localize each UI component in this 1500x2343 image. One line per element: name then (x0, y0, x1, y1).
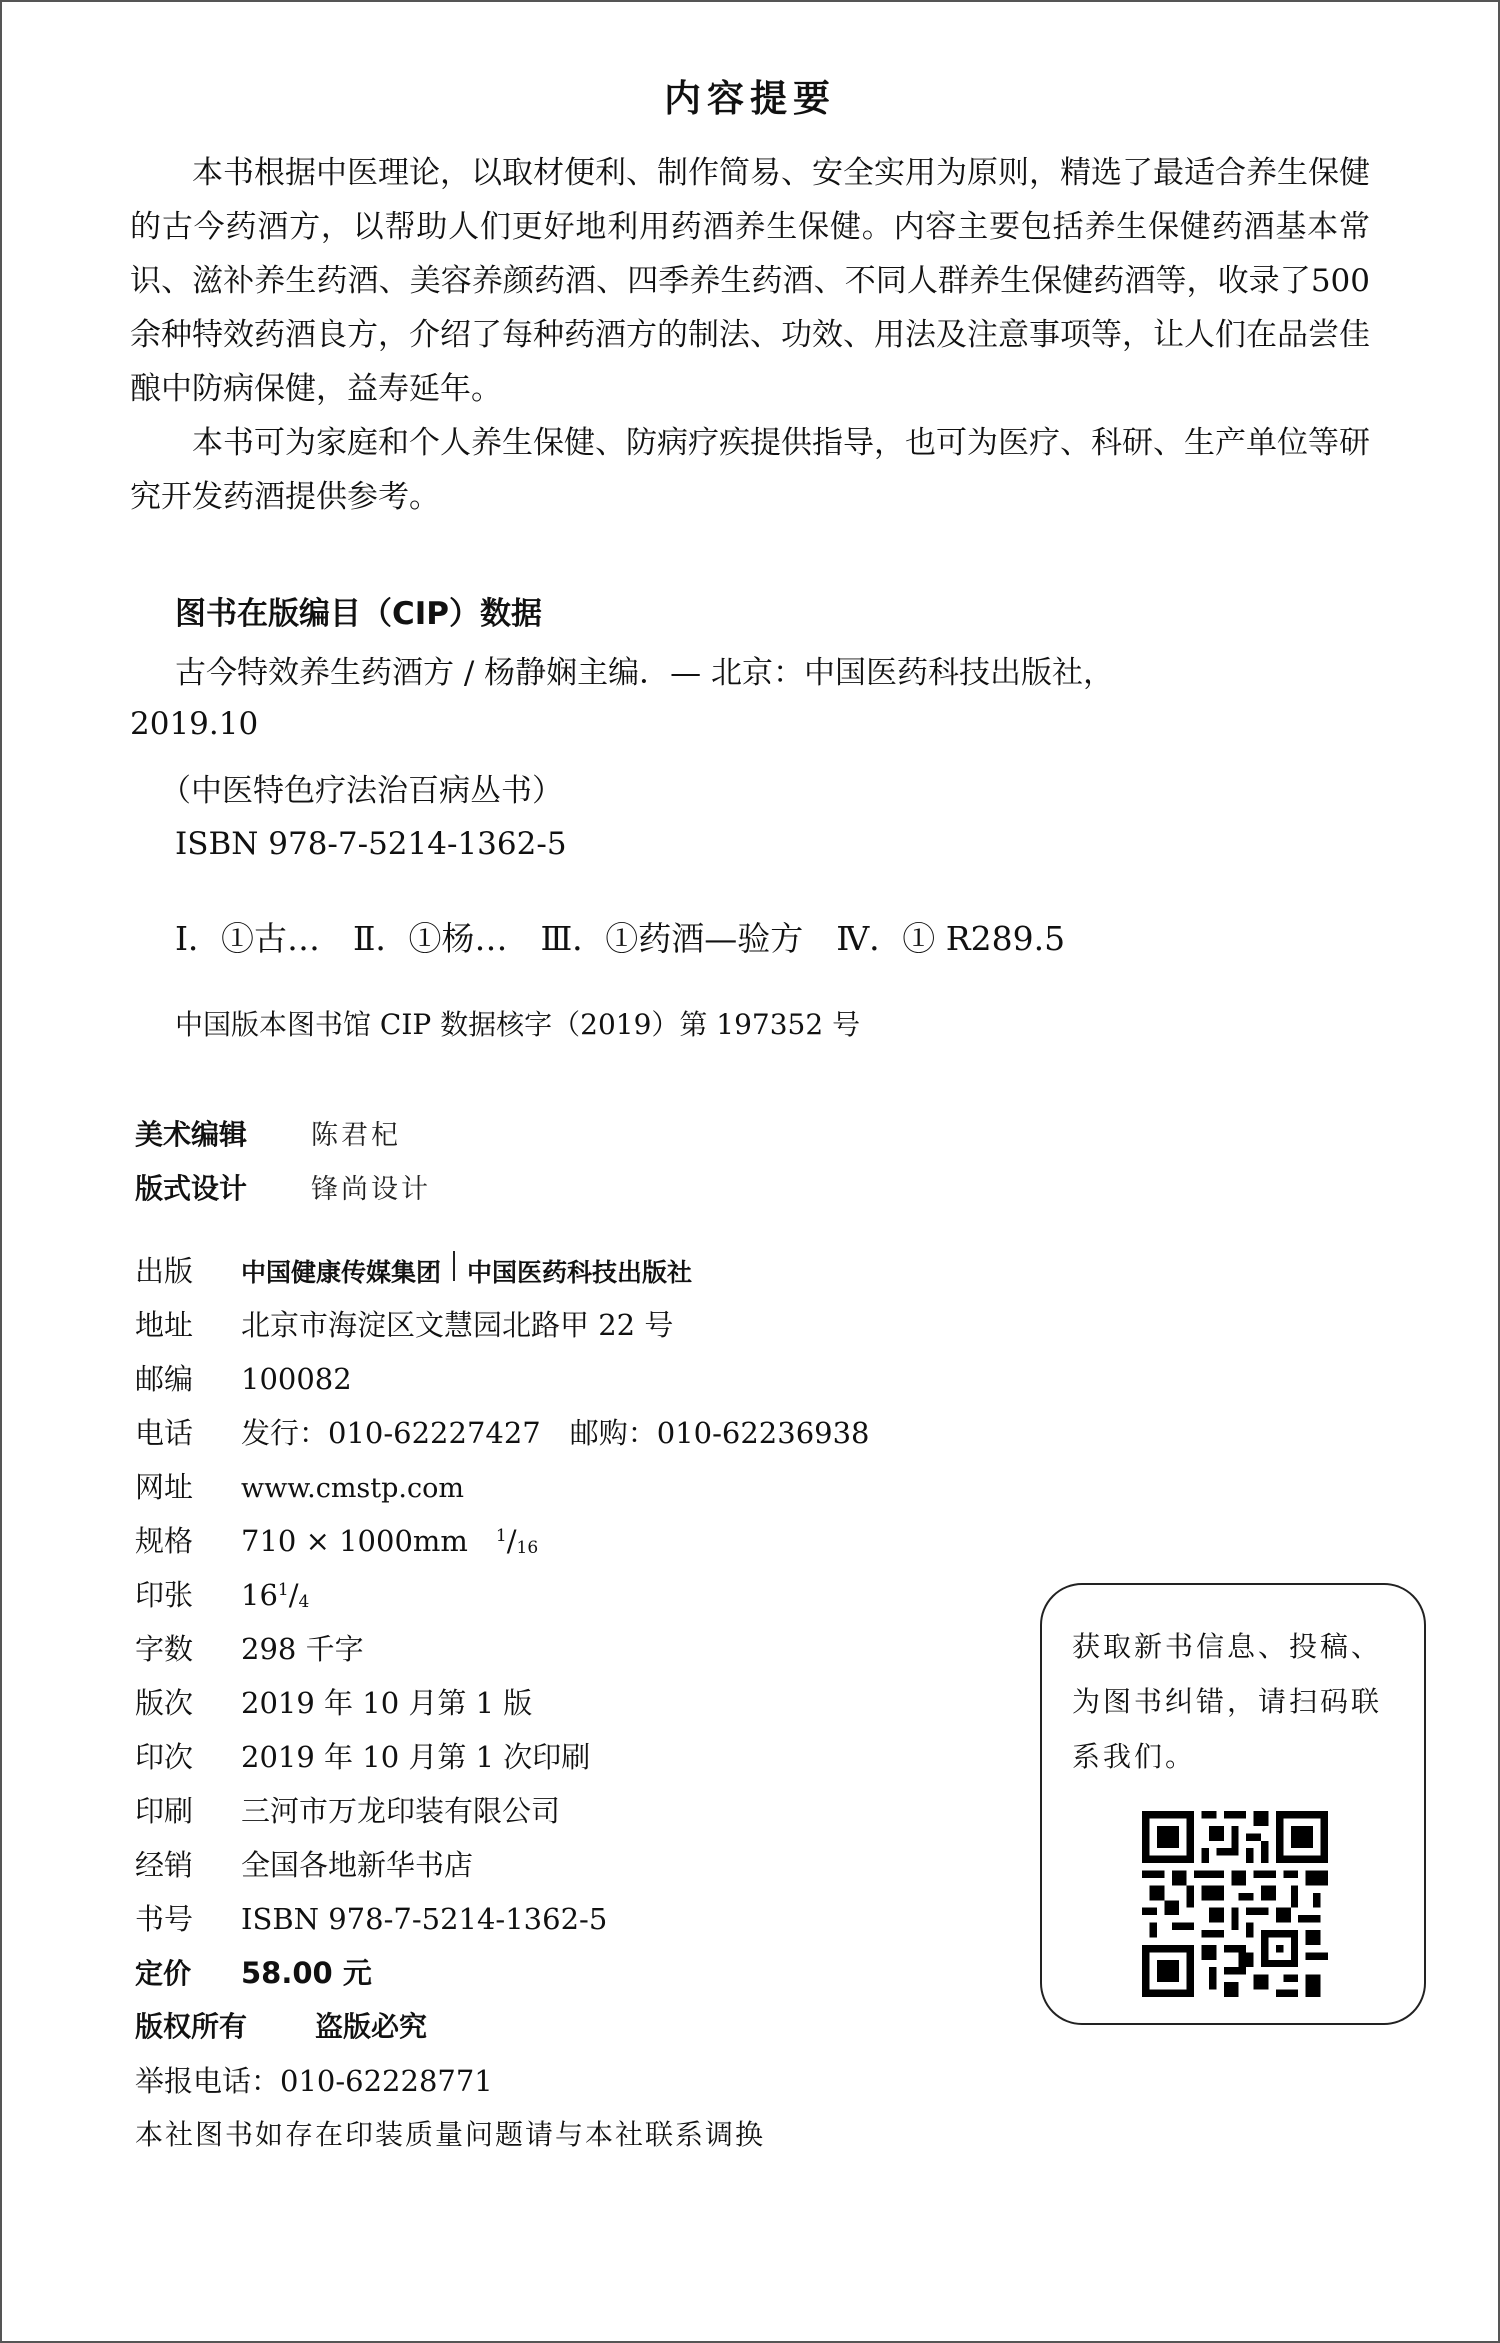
pub-value: 北京市海淀区文慧园北路甲 22 号 (241, 1308, 674, 1342)
pub-postcode (135, 1357, 352, 1398)
pub-sheets (135, 1573, 309, 1614)
pub-label: 经销 (135, 1848, 194, 1882)
credit-label: 美术编辑 (135, 1118, 248, 1151)
quality-notice-text: 本社图书如存在印装质量问题请与本社联系调换 (135, 2118, 766, 2151)
pub-value: 2019 年 10 月第 1 版 (241, 1686, 533, 1720)
pub-price-value: 58.00 元 (241, 1956, 372, 1990)
summary-title: 内容提要 (664, 77, 836, 120)
cip-series: （中医特色疗法治百病丛书） (160, 773, 563, 809)
credit-layout-design (135, 1167, 431, 1207)
summary-paragraph-1: 本书根据中医理论，以取材便利、制作简易、安全实用为原则，精选了最适合养生保健的古今药酒方，以帮助人们更好地利用药酒养生保健。内容主要包括养生保健药酒基本常识、滋补养生药酒、美容养颜药酒、四季养生药酒、不同人群养生保健药酒等，收录了500余种特效药酒良方，介绍了每种药酒方的制法、功效、用法及注意事项等，让人们在品尝佳酿中防病保健，益寿延年。 (130, 155, 1370, 407)
pub-value: ISBN 978-7-5214-1362-5 (241, 1902, 608, 1936)
divider (453, 1251, 455, 1281)
pub-label: 书号 (135, 1902, 194, 1936)
qr-box-text: 获取新书信息、投稿、为图书纠错，请扫码联系我们。 (1072, 1630, 1383, 1773)
pub-label: 网址 (135, 1470, 194, 1504)
report-phone-text: 举报电话：010-62228771 (135, 2064, 493, 2098)
pub-label: 印次 (135, 1740, 194, 1774)
pub-value: 三河市万龙印装有限公司 (241, 1794, 561, 1828)
pub-value: 发行：010-62227427 邮购：010-62236938 (241, 1416, 870, 1450)
quality-notice (135, 2113, 765, 2153)
pub-value: $16^1/_4$ (241, 1578, 310, 1612)
pub-wordcount (135, 1627, 364, 1668)
pub-website-link[interactable]: www.cmstp.com (241, 1473, 464, 1504)
pub-phone (135, 1411, 870, 1452)
pub-value: 2019 年 10 月第 1 次印刷 (241, 1740, 591, 1774)
summary-paragraph-2: 本书可为家庭和个人养生保健、防病疗疾提供指导，也可为医疗、科研、生产单位等研究开发药酒提供参考。 (130, 425, 1370, 515)
pub-printing (135, 1735, 590, 1776)
pub-label: 印刷 (135, 1794, 194, 1828)
pub-label: 印张 (135, 1578, 194, 1612)
pub-format-fraction: $^1/_{16}$ (495, 1524, 539, 1558)
cip-title-line: 古今特效养生药酒方 / 杨静娴主编．— 北京：中国医药科技出版社， (175, 655, 1115, 691)
pub-edition (135, 1681, 532, 1722)
pub-address (135, 1303, 673, 1344)
pub-printer (135, 1789, 560, 1830)
pub-format (135, 1519, 538, 1560)
cip-record-number: 中国版本图书馆 CIP 数据核字（2019）第 197352 号 (175, 1008, 861, 1041)
pub-label: 电话 (135, 1416, 194, 1450)
pub-label: 地址 (135, 1308, 194, 1342)
pub-label: 定价 (135, 1957, 192, 1990)
pub-distributor (135, 1843, 473, 1884)
cip-isbn: ISBN 978-7-5214-1362-5 (175, 826, 567, 862)
anti-piracy-label: 盗版必究 (315, 2010, 428, 2043)
credit-value: 锋尚设计 (311, 1174, 431, 1205)
pub-group-name: 中国健康传媒集团 (241, 1258, 442, 1287)
credit-art-editor (135, 1113, 401, 1153)
pub-value: 298 千字 (241, 1632, 364, 1666)
cip-heading: 图书在版编目（CIP）数据 (175, 596, 543, 632)
pub-label: 规格 (135, 1524, 194, 1558)
pub-label: 邮编 (135, 1362, 194, 1396)
cip-date-line: 2019.10 (130, 706, 259, 742)
pub-booknum (135, 1897, 607, 1938)
copyright-label: 版权所有 (135, 2010, 248, 2043)
pub-label: 字数 (135, 1632, 194, 1666)
copyright-line (135, 2005, 427, 2045)
pub-label: 出版 (135, 1254, 194, 1288)
pub-label: 版次 (135, 1686, 194, 1720)
report-phone (135, 2059, 493, 2100)
qr-contact-box (1040, 1583, 1426, 2025)
cip-classification: Ⅰ．①古… Ⅱ．①杨… Ⅲ．①药酒—验方 Ⅳ．① R289.5 (175, 919, 1066, 958)
pub-press-name: 中国医药科技出版社 (467, 1258, 693, 1287)
pub-value: 全国各地新华书店 (241, 1848, 474, 1882)
pub-value: 100082 (241, 1362, 352, 1396)
pub-price (135, 1951, 372, 1992)
credit-value: 陈君杞 (311, 1120, 401, 1151)
pub-website (135, 1465, 464, 1506)
pub-value: 710 × 1000mm (241, 1524, 468, 1558)
pub-publisher (135, 1249, 692, 1290)
credit-label: 版式设计 (135, 1172, 248, 1205)
qr-code-icon[interactable] (1142, 1811, 1328, 1997)
